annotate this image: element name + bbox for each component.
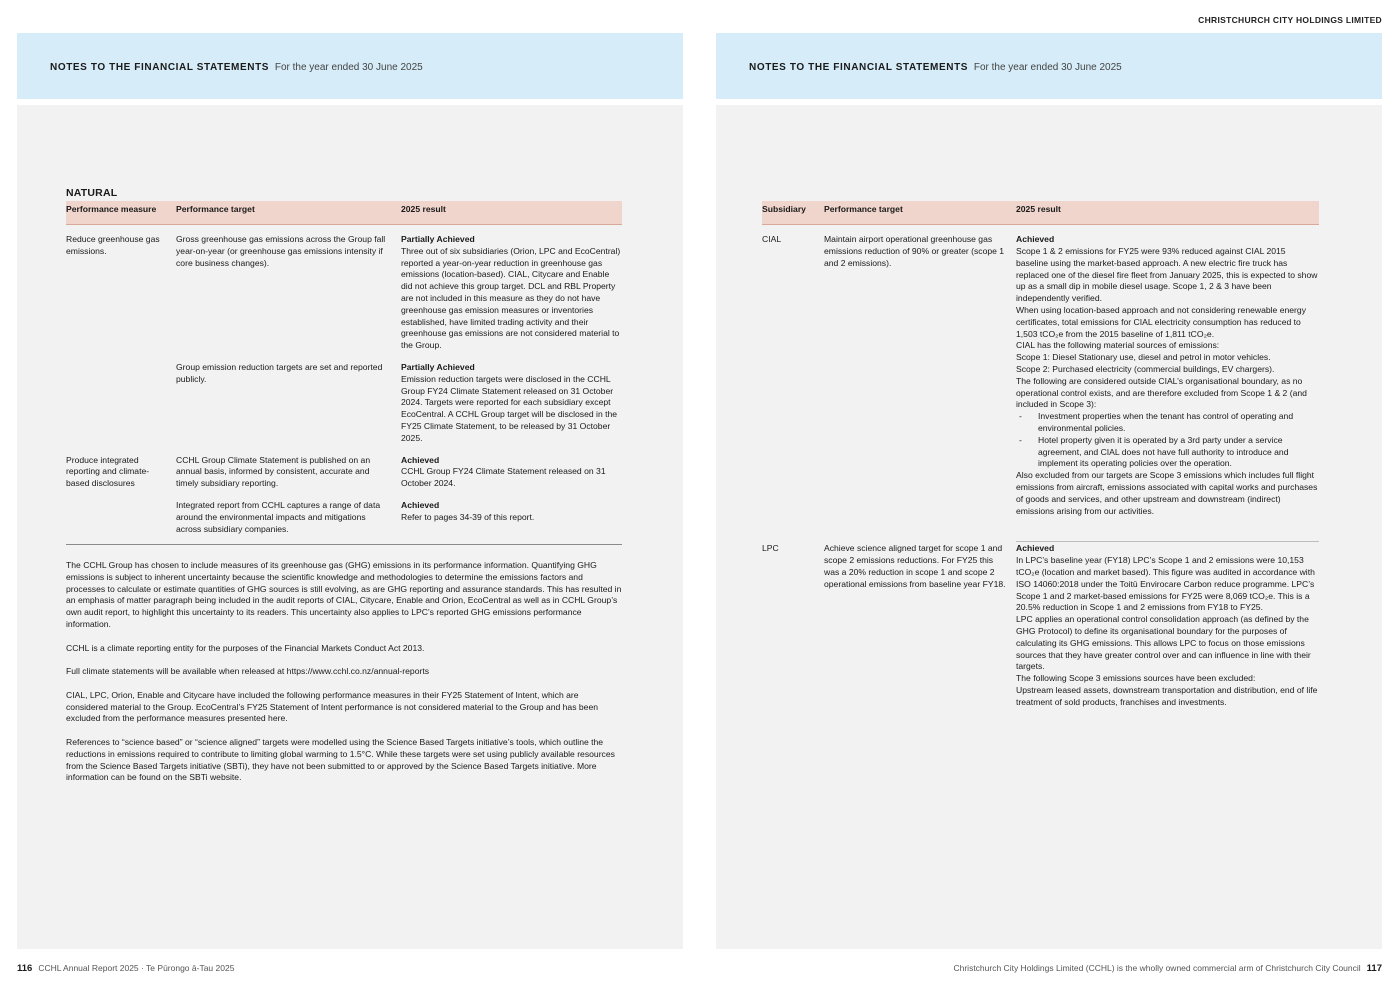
company-name: CHRISTCHURCH CITY HOLDINGS LIMITED [1198, 15, 1382, 25]
banner-title: NOTES TO THE FINANCIAL STATEMENTS [749, 62, 969, 73]
performance-target: Integrated report from CCHL captures a range of data around the environmental impacts and mitigations across subsidiary companies. [176, 500, 381, 534]
result-line: Scope 2: Purchased electricity (commercial buildings, EV chargers). [1016, 364, 1275, 375]
result-line: In LPC’s baseline year (FY18) LPC’s Scope 1 and 2 emissions were 10,153 tCO₂e (location and market based). This figure was audited in accordance with ISO 14060:2018 under the Toitū Envirocare Carbon reduce programme. LPC’s Scope 1 and 2 market-based emissions for FY25 were 8,069 tCO₂e. This is a 20.5% reduction in Scope 1 and 2 emissions from FY18 to FY25. [1016, 555, 1315, 613]
header-subsidiary: Subsidiary [762, 201, 824, 224]
page-banner [716, 33, 1382, 99]
result-detail: CCHL Group FY24 Climate Statement released on 31 October 2024. [401, 466, 606, 489]
result-line: The following Scope 3 emissions sources have been excluded: [1016, 673, 1256, 684]
section-title: NATURAL [66, 187, 118, 199]
subsidiary-section [762, 201, 1319, 709]
footer-left [17, 963, 234, 974]
list-item: - Investment properties when the tenant has control of operating and environmental policies. [1016, 411, 1319, 435]
performance-target: CCHL Group Climate Statement is published on an annual basis, informed by consistent, accurate and timely subsidiary reporting. [176, 454, 371, 489]
natural-performance-table [66, 201, 622, 536]
header-result: 2025 result [1016, 201, 1319, 224]
performance-measure [66, 500, 176, 535]
result-status: Achieved [401, 500, 440, 511]
result-cell [401, 455, 622, 490]
section-divider [66, 544, 622, 545]
table-row [66, 500, 622, 535]
performance-target: Group emission reduction targets are set and reported publicly. [176, 362, 383, 384]
result-line: Upstream leased assets, downstream transportation and distribution, end of life treatment of sold products, franchises and investments. [1016, 684, 1318, 707]
result-status: Partially Achieved [401, 234, 475, 245]
exclusion-list [1016, 411, 1319, 470]
table-row [66, 234, 622, 352]
footer-right [953, 963, 1382, 974]
performance-target: Achieve science aligned target for scope 1 and scope 2 emissions reductions. For FY25 this was a 20% reduction in scope 1 and scope 2 operational emissions from baseline year FY18. [824, 543, 1006, 589]
result-line: Scope 1: Diesel Stationary use, diesel and petrol in motor vehicles. [1016, 352, 1271, 363]
result-detail: Three out of six subsidiaries (Orion, LPC and EcoCentral) reported a year-on-year reduction in greenhouse gas emissions (location-based). CIAL, Citycare and Enable did not achieve this group target. DCL and RBL Property are not included in this measure as they do not have greenhouse gas emission measures or inventories established, have limited trading activity and their greenhouse gas emissions are not considered material to the Group. [401, 245, 621, 351]
result-status: Achieved [401, 454, 440, 465]
result-line: The following are considered outside CIAL’s organisational boundary, as no operational control exists, and are therefore excluded from Scope 1 & 2 (and included in Scope 3): [1016, 375, 1307, 410]
header-performance-measure: Performance measure [66, 201, 176, 224]
banner-title: NOTES TO THE FINANCIAL STATEMENTS [50, 62, 270, 73]
table-row [66, 362, 622, 445]
note-paragraph: CCHL is a climate reporting entity for the purposes of the Financial Markets Conduct Act 2013. [66, 642, 425, 653]
performance-target: Gross greenhouse gas emissions across the Group fall year-on-year (or greenhouse gas emissions intensity if core business changes). [176, 234, 386, 268]
table-row [66, 455, 622, 490]
result-status: Achieved [1016, 543, 1055, 554]
page-banner [17, 33, 683, 99]
page-number-left: 116 [17, 963, 33, 974]
header-performance-target: Performance target [824, 201, 1016, 224]
performance-target: Maintain airport operational greenhouse gas emissions reduction of 90% or greater (scope 1 and 2 emissions). [824, 234, 1005, 268]
table-header-row [66, 201, 622, 224]
natural-section [66, 188, 622, 535]
note-paragraph: References to “science based” or “science aligned” targets were modelled using the Science Based Targets initiative’s tools, which outline the reductions in emissions required to contribute to limiting global warming to 1.5°C. While these targets were set using publicly available resources from the Science Based Targets initiative (SBTi), they have not been submitted to or approved by the Science Based Targets initiative. More information can be found on the SBTi website. [66, 736, 615, 783]
notes-section [66, 560, 622, 796]
header-result: 2025 result [401, 201, 622, 224]
result-line: LPC applies an operational control consolidation approach (as defined by the GHG Protocol) to define its organisational boundary for the purposes of calculating its GHG emissions. This allows LPC to focus on those emissions sources that they have greater control over and can influence in line with their targets. [1016, 614, 1311, 672]
table-header-row [762, 201, 1319, 224]
page-number-right: 117 [1366, 963, 1382, 974]
result-line: When using location-based approach and not considering renewable energy certificates, total emissions for CIAL electricity consumption has reduced to 1,503 tCO₂e from the 2015 baseline of 1,811 tCO₂e. [1016, 305, 1306, 339]
note-paragraph: The CCHL Group has chosen to include measures of its greenhouse gas (GHG) emissions in its performance information. Quantifying GHG emissions is subject to inherent uncertainty because the scientific knowledge and methodologies to determine the emissions factors and processes to calculate or estimate quantities of GHG sources is still evolving, as are GHG reporting and assurance standards. This has resulted in an emphasis of matter paragraph being included in the audit reports of CIAL, Citycare, Enable and Orion, EcoCentral as well as in CCHL Group’s own audit report, to highlight this uncertainty to its readers. This uncertainty also applies to LPC’s reported GHG emissions performance information. [66, 560, 622, 629]
result-detail: Refer to pages 34-39 of this report. [401, 511, 535, 522]
performance-measure: Reduce greenhouse gas emissions. [66, 234, 160, 256]
result-cell [401, 362, 622, 445]
performance-measure [66, 362, 176, 445]
result-status: Achieved [1016, 234, 1055, 245]
result-line: Also excluded from our targets are Scope 3 emissions which includes full flight emissions from aircraft, emissions associated with capital works and purchases of goods and services, and other upstream and downstream (indirect) emissions arising from our activities. [1016, 470, 1318, 516]
result-detail: Emission reduction targets were disclosed in the CCHL Group FY24 Climate Statement released on 31 October 2024. Targets were reported for each subsidiary except EcoCentral. A CCHL Group target will be disclosed in the FY25 Climate Statement, to be released by 31 October 2025. [401, 373, 618, 443]
result-cell [401, 234, 622, 352]
subsidiary-name: CIAL [762, 234, 782, 245]
result-cell [1016, 543, 1319, 708]
list-item: - Hotel property given it is operated by a 3rd party under a service agreement, and CIAL does not have full authority to introduce and implement its operating policies over the operation. [1016, 435, 1319, 470]
header-performance-target: Performance target [176, 201, 401, 224]
report-title: CCHL Annual Report 2025 · Te Pūrongo ā-Tau 2025 [38, 963, 235, 973]
subsidiary-name: LPC [762, 543, 779, 554]
banner-subtitle: For the year ended 30 June 2025 [274, 62, 423, 73]
banner-subtitle: For the year ended 30 June 2025 [973, 62, 1122, 73]
table-row-lpc [762, 543, 1319, 708]
note-paragraph: Full climate statements will be available when released at https://www.cchl.co.nz/annual-reports [66, 666, 430, 677]
table-row-cial [762, 234, 1319, 517]
left-page [17, 33, 683, 949]
right-page [716, 33, 1382, 949]
result-cell [401, 500, 622, 535]
note-paragraph: CIAL, LPC, Orion, Enable and Citycare have included the following performance measures in their FY25 Statement of Intent, which are considered material to the Group. EcoCentral’s FY25 Statement of Intent performance is not considered material to the Group and has been excluded from the performance measures presented here. [66, 689, 598, 724]
subsidiary-performance-table [762, 201, 1319, 709]
result-line: Scope 1 & 2 emissions for FY25 were 93% reduced against CIAL 2015 baseline using the market-based approach. A new electric fire truck has replaced one of the diesel fire fleet from January 2025, this is expected to show up as a small dip in mobile diesel usage. Scope 1, 2 & 3 have been independently verified. [1016, 246, 1318, 304]
performance-measure: Produce integrated reporting and climate-based disclosures [66, 454, 150, 489]
result-cell [1016, 234, 1319, 517]
result-status: Partially Achieved [401, 362, 475, 373]
footer-statement: Christchurch City Holdings Limited (CCHL) is the wholly owned commercial arm of Christchurch City Council [953, 963, 1361, 973]
result-line: CIAL has the following material sources of emissions: [1016, 340, 1220, 351]
